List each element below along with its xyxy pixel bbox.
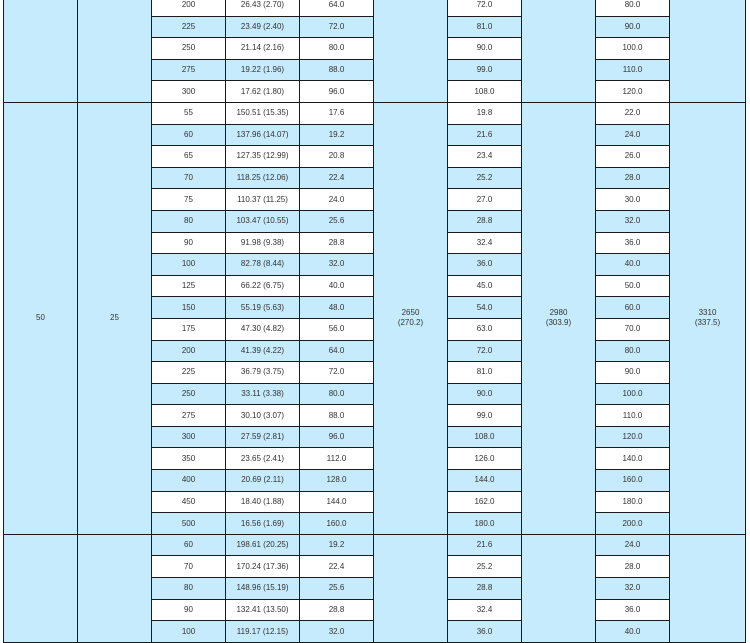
cell-col9: 32.0 (596, 210, 670, 232)
merged-cell-line: (270.2) (397, 318, 424, 328)
cell-col3: 60 (152, 124, 226, 146)
cell-col9: 180.0 (596, 491, 670, 513)
cell-col4: 26.43 (2.70) (226, 0, 300, 16)
cell-col4: 33.11 (3.38) (226, 383, 300, 405)
merged-col10-cell (670, 102, 746, 534)
cell-col9: 90.0 (596, 16, 670, 38)
cell-col9: 36.0 (596, 232, 670, 254)
cell-col3: 75 (152, 189, 226, 211)
cell-col3: 275 (152, 59, 226, 81)
cell-col5: 48.0 (300, 297, 374, 319)
cell-col7: 21.6 (448, 534, 522, 556)
cell-col7: 72.0 (448, 340, 522, 362)
cell-col5: 22.4 (300, 556, 374, 578)
merged-cell-line: 2650 (401, 308, 420, 318)
cell-col3: 400 (152, 470, 226, 492)
cell-col7: 25.2 (448, 167, 522, 189)
cell-col5: 17.6 (300, 102, 374, 124)
cell-col3: 90 (152, 232, 226, 254)
cell-col3: 250 (152, 38, 226, 60)
merged-cell-line: (303.9) (545, 318, 572, 328)
merged-col2-cell (78, 0, 152, 102)
cell-col3: 100 (152, 621, 226, 643)
cell-col3: 125 (152, 275, 226, 297)
cell-col4: 20.69 (2.11) (226, 470, 300, 492)
cell-col4: 30.10 (3.07) (226, 405, 300, 427)
cell-col5: 128.0 (300, 470, 374, 492)
merged-col1-cell (4, 0, 78, 102)
cell-col7: 25.2 (448, 556, 522, 578)
cell-col4: 41.39 (4.22) (226, 340, 300, 362)
cell-col5: 88.0 (300, 405, 374, 427)
cell-col7: 32.4 (448, 232, 522, 254)
cell-col7: 36.0 (448, 621, 522, 643)
cell-col9: 60.0 (596, 297, 670, 319)
cell-col9: 28.0 (596, 167, 670, 189)
cell-col5: 19.2 (300, 534, 374, 556)
merged-cell-line: 3310 (698, 308, 717, 318)
merged-col6-cell (374, 0, 448, 102)
cell-col4: 132.41 (13.50) (226, 599, 300, 621)
cell-col9: 40.0 (596, 621, 670, 643)
merged-col2-cell: 25 (78, 102, 152, 534)
cell-col5: 72.0 (300, 16, 374, 38)
merged-col8-cell (522, 534, 596, 642)
cell-col5: 96.0 (300, 81, 374, 103)
cell-col9: 200.0 (596, 513, 670, 535)
cell-col4: 17.62 (1.80) (226, 81, 300, 103)
cell-col3: 100 (152, 254, 226, 276)
cell-col7: 54.0 (448, 297, 522, 319)
merged-col8-cell (522, 102, 596, 534)
cell-col4: 27.59 (2.81) (226, 426, 300, 448)
cell-col4: 198.61 (20.25) (226, 534, 300, 556)
cell-col7: 81.0 (448, 362, 522, 384)
cell-col4: 36.79 (3.75) (226, 362, 300, 384)
cell-col7: 27.0 (448, 189, 522, 211)
cell-col3: 300 (152, 426, 226, 448)
cell-col5: 32.0 (300, 621, 374, 643)
cell-col3: 500 (152, 513, 226, 535)
cell-col5: 144.0 (300, 491, 374, 513)
cell-col9: 40.0 (596, 254, 670, 276)
merged-cell-line: (337.5) (694, 318, 721, 328)
cell-col7: 180.0 (448, 513, 522, 535)
cell-col5: 72.0 (300, 362, 374, 384)
cell-col9: 32.0 (596, 578, 670, 600)
cell-col4: 127.35 (12.99) (226, 146, 300, 168)
cell-col3: 150 (152, 297, 226, 319)
merged-cell-line: 2980 (549, 308, 568, 318)
cell-col9: 22.0 (596, 102, 670, 124)
cell-col7: 144.0 (448, 470, 522, 492)
cell-col4: 170.24 (17.36) (226, 556, 300, 578)
cell-col7: 126.0 (448, 448, 522, 470)
cell-col9: 90.0 (596, 362, 670, 384)
cell-col7: 90.0 (448, 383, 522, 405)
table-row (4, 0, 746, 16)
cell-col3: 80 (152, 578, 226, 600)
cell-col3: 225 (152, 16, 226, 38)
cell-col7: 28.8 (448, 210, 522, 232)
cell-col7: 108.0 (448, 426, 522, 448)
cell-col3: 70 (152, 556, 226, 578)
merged-col10-cell (670, 534, 746, 642)
cell-col7: 99.0 (448, 59, 522, 81)
cell-col3: 300 (152, 81, 226, 103)
cell-col7: 36.0 (448, 254, 522, 276)
cell-col4: 23.65 (2.41) (226, 448, 300, 470)
cell-col4: 47.30 (4.82) (226, 318, 300, 340)
cell-col9: 110.0 (596, 405, 670, 427)
cell-col4: 82.78 (8.44) (226, 254, 300, 276)
cell-col9: 30.0 (596, 189, 670, 211)
cell-col4: 103.47 (10.55) (226, 210, 300, 232)
cell-col5: 19.2 (300, 124, 374, 146)
cell-col9: 80.0 (596, 340, 670, 362)
cell-col9: 50.0 (596, 275, 670, 297)
cell-col5: 28.8 (300, 599, 374, 621)
cell-col9: 120.0 (596, 426, 670, 448)
cell-col3: 60 (152, 534, 226, 556)
cell-col3: 225 (152, 362, 226, 384)
cell-col9: 160.0 (596, 470, 670, 492)
cell-col3: 55 (152, 102, 226, 124)
cell-col3: 450 (152, 491, 226, 513)
cell-col4: 110.37 (11.25) (226, 189, 300, 211)
merged-col1-cell: 50 (4, 102, 78, 534)
cell-col3: 175 (152, 318, 226, 340)
cell-col3: 80 (152, 210, 226, 232)
cell-col4: 18.40 (1.88) (226, 491, 300, 513)
cell-col4: 91.98 (9.38) (226, 232, 300, 254)
cell-col4: 148.96 (15.19) (226, 578, 300, 600)
cell-col5: 25.6 (300, 578, 374, 600)
merged-col6-cell (374, 102, 448, 534)
cell-col5: 80.0 (300, 38, 374, 60)
cell-col4: 55.19 (5.63) (226, 297, 300, 319)
cell-col5: 64.0 (300, 0, 374, 16)
table-body (4, 0, 746, 642)
merged-col10-cell (670, 0, 746, 102)
merged-col8-cell (522, 0, 596, 102)
cell-col3: 350 (152, 448, 226, 470)
cell-col7: 45.0 (448, 275, 522, 297)
cell-col7: 99.0 (448, 405, 522, 427)
cell-col4: 119.17 (12.15) (226, 621, 300, 643)
table-row (4, 102, 746, 124)
cell-col5: 112.0 (300, 448, 374, 470)
cell-col5: 20.8 (300, 146, 374, 168)
cell-col9: 28.0 (596, 556, 670, 578)
cell-col5: 32.0 (300, 254, 374, 276)
cell-col5: 96.0 (300, 426, 374, 448)
specification-table (3, 0, 746, 643)
table-row (4, 534, 746, 556)
cell-col3: 65 (152, 146, 226, 168)
cell-col4: 23.49 (2.40) (226, 16, 300, 38)
cell-col4: 66.22 (6.75) (226, 275, 300, 297)
cell-col7: 19.8 (448, 102, 522, 124)
cell-col7: 108.0 (448, 81, 522, 103)
cell-col3: 275 (152, 405, 226, 427)
cell-col9: 36.0 (596, 599, 670, 621)
cell-col5: 28.8 (300, 232, 374, 254)
cell-col5: 88.0 (300, 59, 374, 81)
cell-col7: 21.6 (448, 124, 522, 146)
cell-col9: 80.0 (596, 0, 670, 16)
cell-col5: 160.0 (300, 513, 374, 535)
cell-col4: 16.56 (1.69) (226, 513, 300, 535)
cell-col9: 100.0 (596, 38, 670, 60)
cell-col9: 110.0 (596, 59, 670, 81)
merged-col2-cell (78, 534, 152, 642)
cell-col7: 23.4 (448, 146, 522, 168)
cell-col3: 200 (152, 340, 226, 362)
cell-col3: 200 (152, 0, 226, 16)
cell-col4: 150.51 (15.35) (226, 102, 300, 124)
cell-col7: 28.8 (448, 578, 522, 600)
cell-col5: 80.0 (300, 383, 374, 405)
cell-col3: 70 (152, 167, 226, 189)
cell-col5: 25.6 (300, 210, 374, 232)
cell-col9: 24.0 (596, 534, 670, 556)
cell-col5: 40.0 (300, 275, 374, 297)
cell-col7: 72.0 (448, 0, 522, 16)
cell-col9: 24.0 (596, 124, 670, 146)
cell-col5: 24.0 (300, 189, 374, 211)
cell-col9: 100.0 (596, 383, 670, 405)
cell-col9: 140.0 (596, 448, 670, 470)
cell-col7: 81.0 (448, 16, 522, 38)
cell-col7: 162.0 (448, 491, 522, 513)
cell-col5: 64.0 (300, 340, 374, 362)
cell-col7: 32.4 (448, 599, 522, 621)
cell-col9: 26.0 (596, 146, 670, 168)
cell-col9: 70.0 (596, 318, 670, 340)
cell-col9: 120.0 (596, 81, 670, 103)
cell-col5: 56.0 (300, 318, 374, 340)
cell-col7: 63.0 (448, 318, 522, 340)
cell-col3: 90 (152, 599, 226, 621)
merged-col6-cell (374, 534, 448, 642)
cell-col4: 19.22 (1.96) (226, 59, 300, 81)
cell-col4: 118.25 (12.06) (226, 167, 300, 189)
merged-col1-cell (4, 534, 78, 642)
cell-col3: 250 (152, 383, 226, 405)
cell-col4: 137.96 (14.07) (226, 124, 300, 146)
cell-col5: 22.4 (300, 167, 374, 189)
cell-col7: 90.0 (448, 38, 522, 60)
cell-col4: 21.14 (2.16) (226, 38, 300, 60)
